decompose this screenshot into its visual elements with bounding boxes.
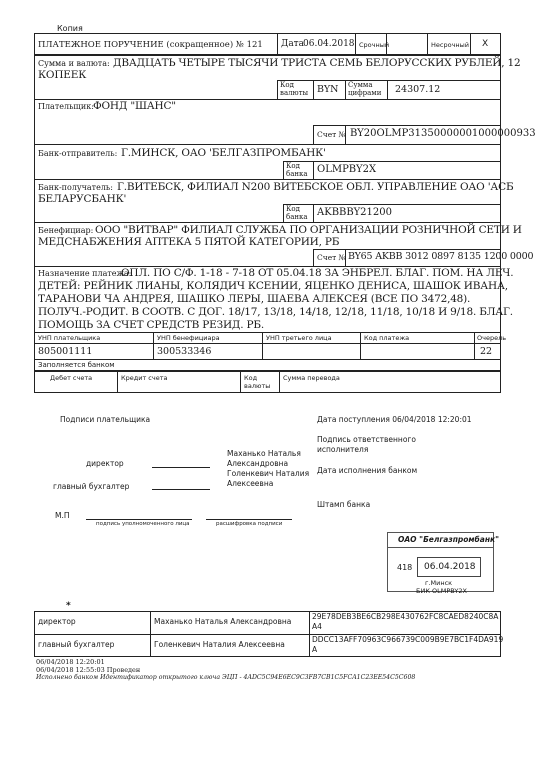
director-name-2: Александровна bbox=[227, 459, 289, 468]
accountant-name-2: Алексеевна bbox=[227, 479, 274, 488]
stamp-bank-name: ОАО "Белгазпромбанк" bbox=[398, 535, 500, 544]
execution-date-label: Дата исполнения банком bbox=[317, 466, 418, 475]
debit-label: Дебет счета bbox=[50, 374, 93, 382]
ecp-key: 29E78DEB3BE6CB298E430762FC8CAED8240C8A bbox=[312, 612, 499, 621]
ecp-role: главный бухгалтер bbox=[38, 640, 115, 649]
sender-bank-label: Банк-отправитель: bbox=[38, 149, 118, 158]
purpose-line5: ПОМОЩЬ ЗА СЧЕТ СРЕДСТВ РЕЗИД. РБ. bbox=[38, 319, 265, 331]
authorized-sign-line bbox=[86, 519, 192, 520]
beneficiary-unp: 300533346 bbox=[157, 346, 212, 357]
purpose-label: Назначение платежа: bbox=[38, 269, 132, 278]
sign-decoding-label: расшифровка подписи bbox=[216, 521, 283, 527]
director-signature-line bbox=[152, 467, 210, 468]
queue-value: 22 bbox=[480, 346, 493, 357]
receiver-bank-name-line1: Г.ВИТЕБСК, ФИЛИАЛ N200 ВИТЕБСКОЕ ОБЛ. УПРАВЛЕНИЕ ОАО 'АСБ bbox=[117, 181, 514, 193]
ecp-name: Голенкевич Наталия Алексеевна bbox=[154, 640, 285, 649]
amount-digits: 24307.12 bbox=[395, 84, 441, 95]
receiver-bank-code: AKBBBY21200 bbox=[317, 207, 392, 218]
sender-bank-code: OLMPBY2X bbox=[317, 164, 377, 175]
accountant-name-1: Голенкевич Наталия bbox=[227, 469, 310, 478]
third-party-unp-header: УНП третьего лица bbox=[266, 334, 332, 342]
payer-account-label: Счет № bbox=[317, 130, 346, 139]
sender-bank-code-label: Код bbox=[286, 162, 300, 170]
beneficiary-name-line2: МЕДСНАБЖЕНИЯ АПТЕКА 5 ПЯТОЙ КАТЕГОРИИ, РБ bbox=[38, 236, 340, 248]
bank-fill-label: Заполняется банком bbox=[38, 361, 115, 369]
receiver-bank-label: Банк-получатель: bbox=[38, 183, 113, 192]
non-urgent-label: Несрочный bbox=[431, 41, 470, 49]
footer-line3: Исполнено банком Идентификатор открытого ключа ЭЦП - 4ADC5C94E6EC9C3FB7CB1C5FCA1C23EE54C5C608 bbox=[36, 674, 416, 681]
chief-accountant-label: главный бухгалтер bbox=[53, 482, 130, 491]
payment-code-header: Код платежа bbox=[364, 334, 410, 342]
date-value: 06.04.2018 bbox=[303, 39, 355, 49]
queue-header: Очерель bbox=[477, 334, 507, 342]
currency-code: BYN bbox=[317, 84, 339, 95]
payer-unp: 805001111 bbox=[38, 346, 93, 357]
receiver-bank-code-label: Код bbox=[286, 205, 300, 213]
bank-stamp-label: Штамп банка bbox=[317, 500, 371, 509]
purpose-line4: ПОЛУЧ.-РОДИТ. В СООТВ. С ДОГ. 18/17, 13/18, 14/18, 12/18, 11/18, 10/18 И 9/18. БЛАГ. bbox=[38, 306, 513, 318]
currency-code-label: Код bbox=[280, 81, 294, 89]
ecp-key-cont: A bbox=[312, 645, 318, 654]
currency-code-label-2: валюты bbox=[280, 89, 309, 97]
bank-fill-currency-label-2: валюты bbox=[244, 382, 271, 390]
director-label: директор bbox=[86, 459, 124, 468]
ecp-key-cont: A4 bbox=[312, 622, 322, 631]
beneficiary-account-label: Счет № bbox=[317, 253, 346, 262]
payer-label: Плательщик: bbox=[38, 102, 94, 111]
payer-name: ФОНД "ШАНС" bbox=[93, 100, 176, 112]
ecp-key: DDCC13AFF70963C966739C009B9E7BC1F4DA919 bbox=[312, 635, 504, 644]
stamp-date: 06.04.2018 bbox=[424, 562, 476, 572]
sender-bank-name: Г.МИНСК, ОАО 'БЕЛГАЗПРОМБАНК' bbox=[121, 147, 326, 159]
sign-decoding-line bbox=[206, 519, 292, 520]
beneficiary-unp-header: УНП бенефициара bbox=[157, 334, 220, 342]
date-label: Дата bbox=[281, 39, 305, 49]
ecp-asterisk: * bbox=[66, 601, 71, 611]
director-name-1: Маханько Наталья bbox=[227, 449, 301, 458]
amount-label: Сумма и валюта: bbox=[38, 59, 110, 68]
ecp-name: Маханько Наталья Александровна bbox=[154, 617, 292, 626]
sender-bank-code-label-2: банка bbox=[286, 170, 308, 178]
purpose-line2: ДЕТЕЙ: РЕЙНИК ЛИАНЫ, КОЛЯДИЧ КСЕНИИ, ЯЦЕНКО ДЕНИСА, ШАШОК ИВАНА, bbox=[38, 280, 508, 292]
amount-digits-label-2: цифрами bbox=[348, 89, 382, 97]
urgent-label: Срочный bbox=[359, 41, 390, 49]
beneficiary-label: Бенефициар: bbox=[38, 226, 94, 235]
payer-unp-header: УНП плательщика bbox=[38, 334, 101, 342]
receiver-bank-code-label-2: банка bbox=[286, 213, 308, 221]
transfer-amount-label: Сумма перевода bbox=[283, 374, 340, 382]
footer-line1: 06/04/2018 12:20:01 bbox=[36, 658, 105, 666]
bank-fill-currency-label: Код bbox=[244, 374, 258, 382]
beneficiary-account: BY65 AKBB 3012 0897 8135 1200 0000 bbox=[348, 251, 534, 262]
amount-words-line2: КОПЕЕК bbox=[38, 69, 87, 81]
beneficiary-name-line1: ООО "ВИТВАР" ФИЛИАЛ СЛУЖБА ПО ОРГАНИЗАЦИИ РОЗНИЧНОЙ СЕТИ И bbox=[95, 224, 522, 236]
mp-label: М.П bbox=[55, 511, 70, 520]
payer-account: BY20OLMP31350000001000000933 bbox=[350, 128, 536, 139]
stamp-branch-number: 418 bbox=[397, 563, 413, 572]
document-title: ПЛАТЕЖНОЕ ПОРУЧЕНИЕ (сокращенное) № 121 bbox=[38, 40, 263, 50]
amount-digits-label: Сумма bbox=[348, 81, 373, 89]
credit-label: Кредит счета bbox=[121, 374, 168, 382]
copy-label: Копия bbox=[57, 24, 83, 33]
amount-words-line1: ДВАДЦАТЬ ЧЕТЫРЕ ТЫСЯЧИ ТРИСТА СЕМЬ БЕЛОРУССКИХ РУБЛЕЙ, 12 bbox=[113, 57, 521, 69]
ecp-role: директор bbox=[38, 617, 76, 626]
accountant-signature-line bbox=[152, 489, 210, 490]
receipt-date: Дата поступления 06/04/2018 12:20:01 bbox=[317, 415, 472, 424]
responsible-label-1: Подпись ответственного bbox=[317, 435, 416, 444]
purpose-line3: ТАРАНОВИ ЧА АНДРЕЯ, ШАШКО ЛЕРЫ, ШАЕВА АЛЕКСЕЯ (ВСЕ ПО 3472,48). bbox=[38, 293, 471, 305]
stamp-bic: БИК OLMPBY2X bbox=[416, 587, 467, 595]
receiver-bank-name-line2: БЕЛАРУСБАНК' bbox=[38, 193, 127, 205]
footer-line2: 06/04/2018 12:55:03 Проведен bbox=[36, 666, 141, 674]
authorized-sign-label: подпись уполномоченного лица bbox=[96, 521, 190, 527]
stamp-city: г.Минск bbox=[425, 579, 453, 587]
payer-signatures-label: Подписи плательщика bbox=[60, 415, 151, 424]
responsible-label-2: исполнителя bbox=[317, 445, 369, 454]
purpose-line1: ОПЛ. ПО С/Ф. 1-18 - 7-18 ОТ 05.04.18 ЗА ЭНБРЕЛ. БЛАГ. ПОМ. НА ЛЕЧ. bbox=[121, 267, 514, 279]
non-urgent-checkmark: X bbox=[482, 39, 489, 49]
